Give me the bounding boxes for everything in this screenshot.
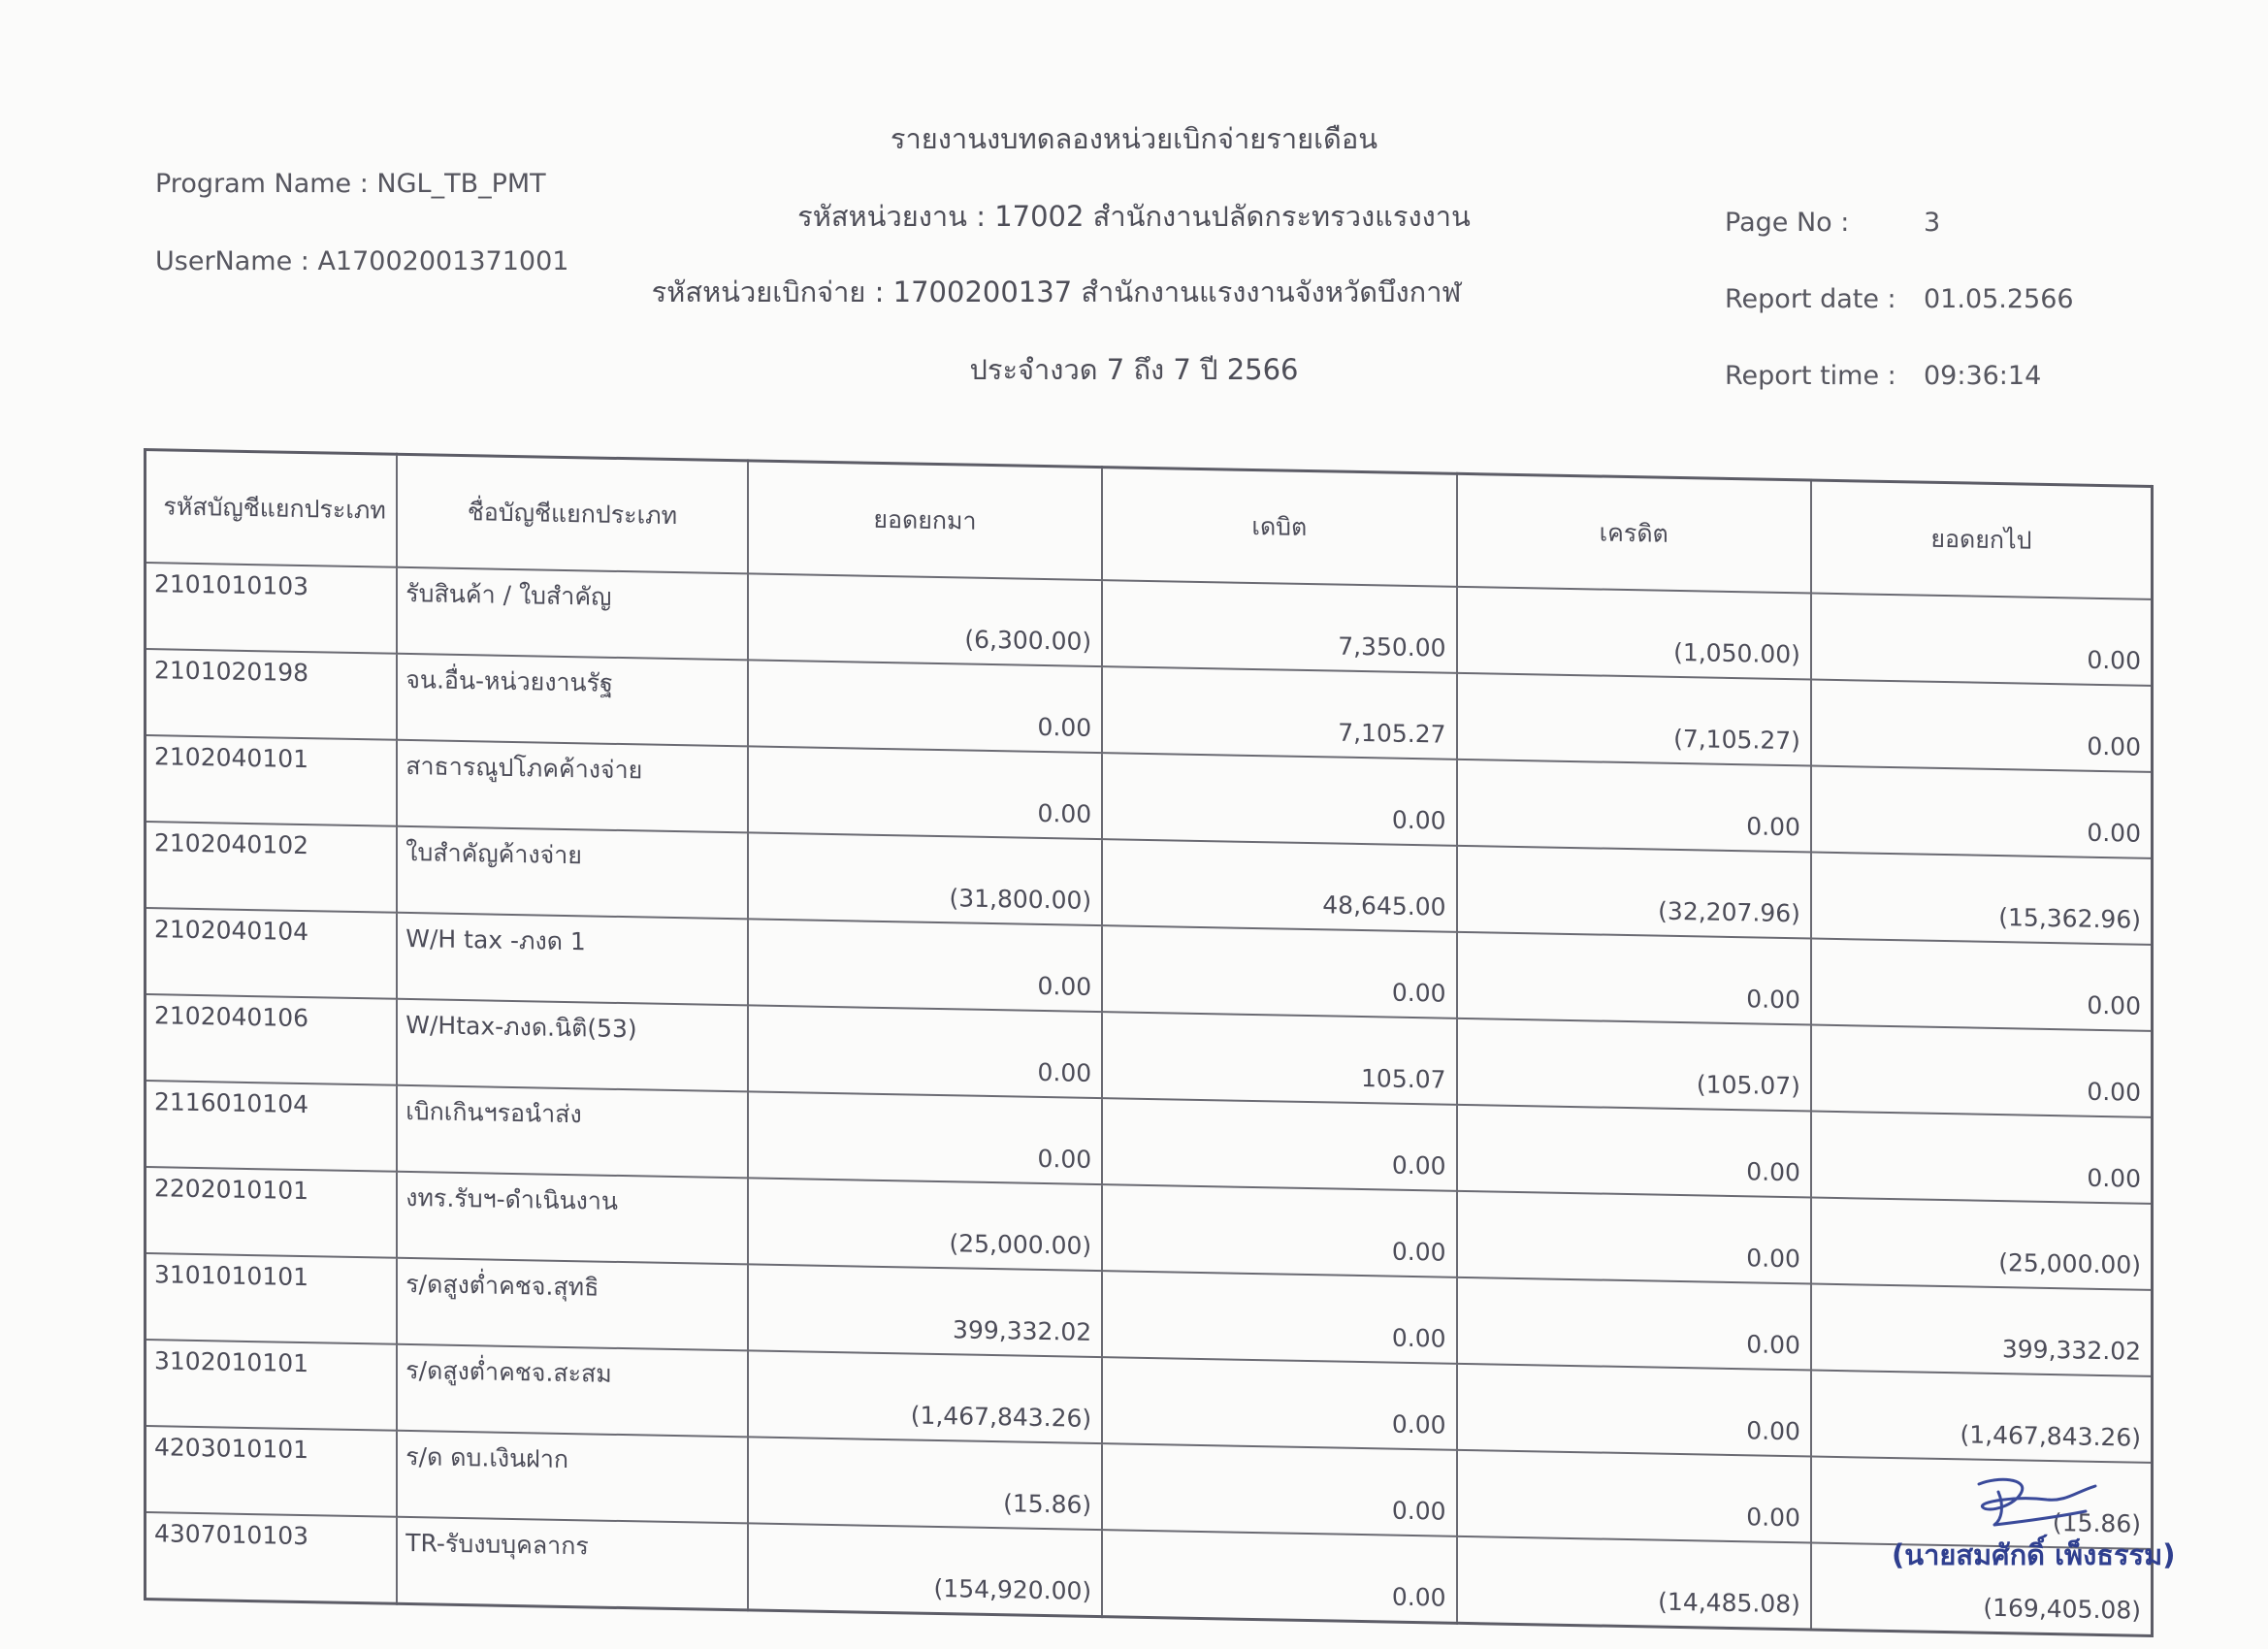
report-date-label: Report date : — [1725, 284, 1896, 314]
signature-scribble — [1960, 1463, 2115, 1540]
report-title: รายงานงบทดลองหน่วยเบิกจ่ายรายเดือน — [890, 122, 1378, 155]
account-name-cell: TR-รับงบบุคลากร — [397, 1517, 747, 1610]
agency-line: รหัสหน่วยงาน : 17002 สำนักงานปลัดกระทรวงแรงงาน — [797, 200, 1471, 233]
debit-cell: 7,350.00 — [1102, 580, 1456, 673]
credit-cell: 0.00 — [1457, 932, 1811, 1025]
disbursing-unit-line: รหัสหน่วยเบิกจ่าย : 1700200137 สำนักงานแรงงานจังหวัดบึงกาฬ — [651, 275, 1462, 308]
credit-cell: (32,207.96) — [1457, 846, 1811, 939]
carried-forward-cell: (25,000.00) — [1811, 1198, 2153, 1290]
account-name-cell: สาธารณูปโภคค้างจ่าย — [397, 740, 747, 833]
brought-forward-cell: 0.00 — [748, 919, 1103, 1012]
account-code-cell: 2101010103 — [146, 563, 398, 654]
debit-cell: 0.00 — [1102, 753, 1456, 846]
carried-forward-cell: (1,467,843.26) — [1811, 1371, 2153, 1463]
debit-cell: 0.00 — [1102, 1184, 1456, 1277]
account-name-cell: ร/ด ดบ.เงินฝาก — [397, 1431, 747, 1524]
debit-cell: 105.07 — [1102, 1012, 1456, 1105]
credit-cell: (14,485.08) — [1457, 1536, 1811, 1630]
col-header-account-name: ชื่อบัญชีแยกประเภท — [397, 454, 747, 573]
col-header-brought-forward: ยอดยกมา — [748, 461, 1103, 580]
brought-forward-cell: (6,300.00) — [748, 573, 1103, 666]
account-code-cell: 2202010101 — [146, 1167, 398, 1258]
credit-cell: 0.00 — [1457, 1277, 1811, 1371]
carried-forward-cell: 0.00 — [1811, 1112, 2153, 1204]
debit-cell: 0.00 — [1102, 1530, 1456, 1623]
account-code-cell: 3101010101 — [146, 1253, 398, 1344]
account-name-cell: เบิกเกินฯรอนำส่ง — [397, 1085, 747, 1179]
credit-cell: 0.00 — [1457, 1105, 1811, 1198]
brought-forward-cell: (25,000.00) — [748, 1178, 1103, 1271]
account-code-cell: 4307010103 — [146, 1512, 398, 1603]
debit-cell: 48,645.00 — [1102, 839, 1456, 932]
account-name-cell: W/Htax-ภงด.นิติ(53) — [397, 999, 747, 1092]
carried-forward-cell: 0.00 — [1811, 594, 2153, 686]
brought-forward-cell: (1,467,843.26) — [748, 1350, 1103, 1443]
debit-cell: 0.00 — [1102, 1443, 1456, 1536]
page-no-value: 3 — [1924, 208, 1941, 238]
report-time-value: 09:36:14 — [1924, 361, 2042, 391]
credit-cell: 0.00 — [1457, 760, 1811, 853]
carried-forward-cell: 0.00 — [1811, 680, 2153, 772]
account-name-cell: ใบสำคัญค้างจ่าย — [397, 826, 747, 920]
account-name-cell: รับสินค้า / ใบสำคัญ — [397, 567, 747, 661]
col-header-account-code: รหัสบัญชีแยกประเภท — [146, 450, 398, 567]
ledger-sheet — [144, 448, 2154, 1637]
carried-forward-cell: (15,362.96) — [1811, 853, 2153, 945]
account-name-cell: ร/ดสูงต่ำคชจ.สุทธิ — [397, 1258, 747, 1351]
credit-cell: (7,105.27) — [1457, 673, 1811, 766]
credit-cell: 0.00 — [1457, 1364, 1811, 1457]
report-time-label: Report time : — [1725, 361, 1896, 391]
brought-forward-cell: (31,800.00) — [748, 832, 1103, 925]
credit-cell: 0.00 — [1457, 1191, 1811, 1284]
debit-cell: 0.00 — [1102, 1357, 1456, 1450]
debit-cell: 0.00 — [1102, 925, 1456, 1018]
carried-forward-cell: (15.86) — [1811, 1457, 2153, 1549]
brought-forward-cell: (15.86) — [748, 1437, 1103, 1530]
debit-cell: 0.00 — [1102, 1271, 1456, 1364]
trial-balance-table — [144, 448, 2154, 1637]
account-name-cell: W/H tax -ภงด 1 — [397, 913, 747, 1006]
debit-cell: 7,105.27 — [1102, 666, 1456, 760]
program-name: Program Name : NGL_TB_PMT — [155, 169, 546, 199]
account-code-cell: 2102040101 — [146, 735, 398, 826]
brought-forward-cell: (154,920.00) — [748, 1523, 1103, 1616]
account-name-cell: ร/ดสูงต่ำคชจ.สะสม — [397, 1344, 747, 1438]
brought-forward-cell: 399,332.02 — [748, 1264, 1103, 1357]
signatory-name: (นายสมศักดิ์ เพ็งธรรม) — [1892, 1538, 2176, 1571]
carried-forward-cell: 0.00 — [1811, 939, 2153, 1031]
carried-forward-cell: 0.00 — [1811, 766, 2153, 858]
account-code-cell: 2116010104 — [146, 1081, 398, 1172]
account-code-cell: 2102040102 — [146, 822, 398, 913]
brought-forward-cell: 0.00 — [748, 746, 1103, 839]
col-header-credit: เครดิต — [1457, 473, 1811, 593]
report-date-value: 01.05.2566 — [1924, 284, 2074, 314]
carried-forward-cell: (169,405.08) — [1811, 1543, 2153, 1636]
carried-forward-cell: 399,332.02 — [1811, 1284, 2153, 1376]
credit-cell: (1,050.00) — [1457, 587, 1811, 680]
account-code-cell: 2102040104 — [146, 908, 398, 999]
carried-forward-cell: 0.00 — [1811, 1025, 2153, 1117]
account-name-cell: จน.อื่น-หน่วยงานรัฐ — [397, 654, 747, 747]
account-code-cell: 4203010101 — [146, 1426, 398, 1517]
account-code-cell: 2101020198 — [146, 649, 398, 740]
account-code-cell: 2102040106 — [146, 994, 398, 1085]
period-line: ประจำงวด 7 ถึง 7 ปี 2566 — [969, 353, 1299, 386]
col-header-carried-forward: ยอดยกไป — [1811, 480, 2153, 599]
username: UserName : A17002001371001 — [155, 246, 569, 276]
credit-cell: (105.07) — [1457, 1018, 1811, 1112]
account-name-cell: งทร.รับฯ-ดำเนินงาน — [397, 1172, 747, 1265]
page-no-label: Page No : — [1725, 208, 1850, 238]
brought-forward-cell: 0.00 — [748, 1091, 1103, 1184]
account-code-cell: 3102010101 — [146, 1340, 398, 1431]
debit-cell: 0.00 — [1102, 1098, 1456, 1191]
brought-forward-cell: 0.00 — [748, 660, 1103, 753]
credit-cell: 0.00 — [1457, 1450, 1811, 1543]
col-header-debit: เดบิต — [1102, 468, 1456, 587]
brought-forward-cell: 0.00 — [748, 1005, 1103, 1098]
